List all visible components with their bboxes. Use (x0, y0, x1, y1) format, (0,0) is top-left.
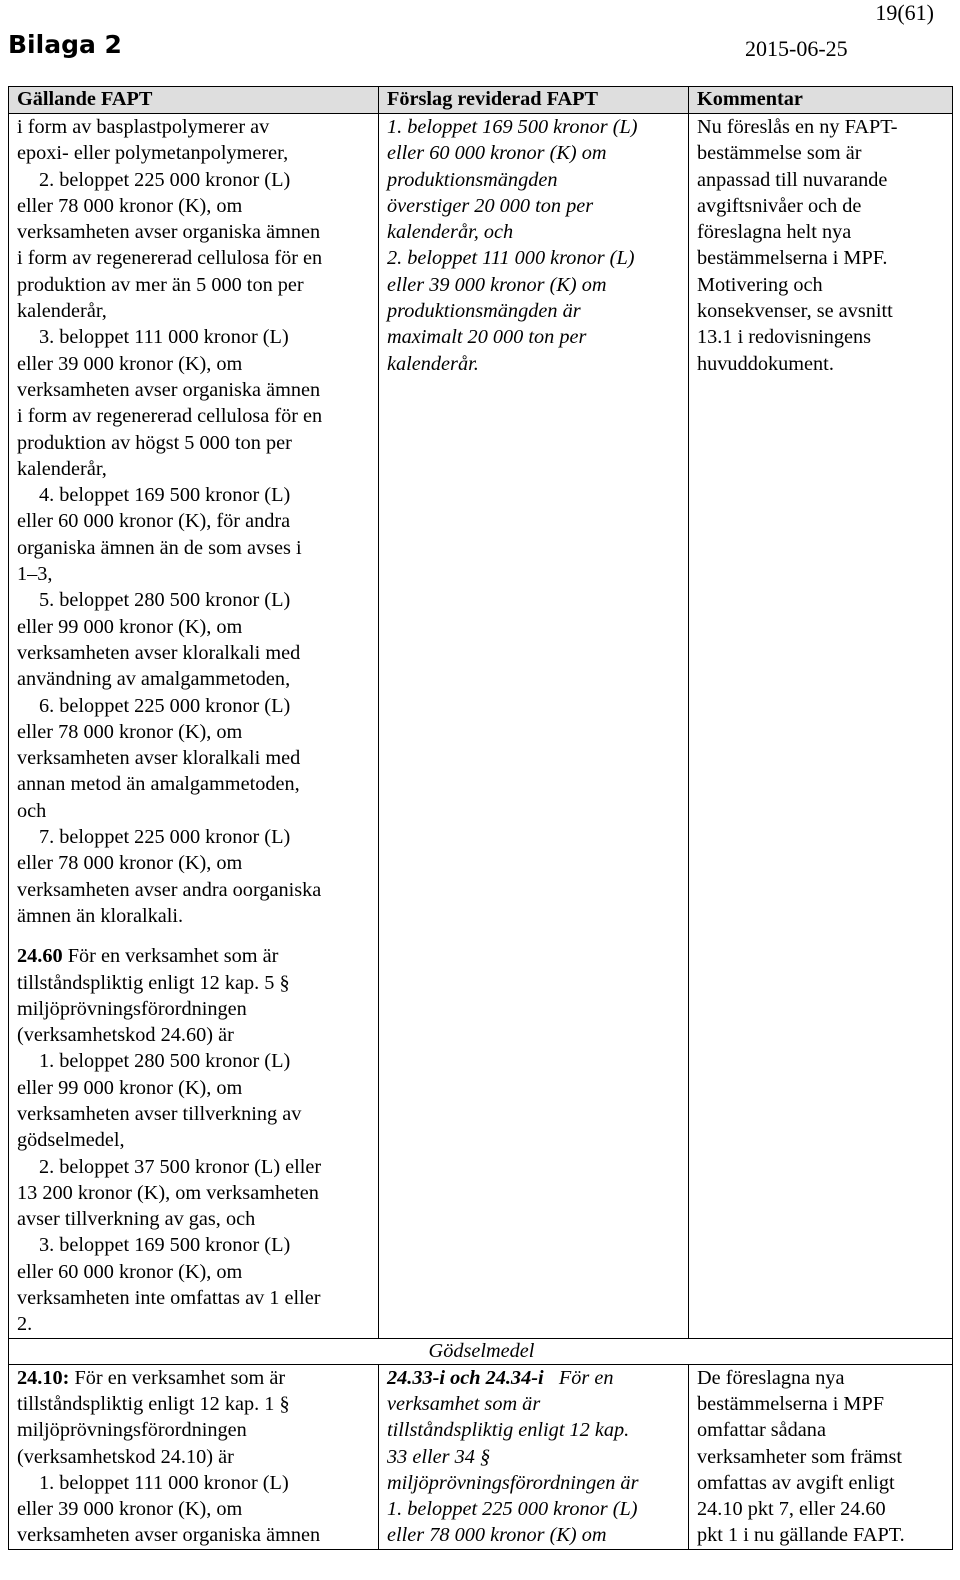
text-line: verksamheter som främst (697, 1445, 903, 1468)
text-line: annan metod än amalgammetoden, (17, 773, 300, 796)
proposal-text-cell (379, 114, 689, 1339)
text-line: eller 39 000 kronor (K) om (387, 273, 607, 296)
text-line: bestämmelse som är (697, 142, 862, 165)
text-line: produktionsmängden är (387, 300, 581, 323)
text-line: verksamheten inte omfattas av 1 eller (17, 1287, 321, 1310)
text-line: kalenderår. (387, 352, 479, 375)
text-line: verksamheten avser kloralkali med (17, 641, 301, 664)
text-line: eller 60 000 kronor (K), om (17, 1260, 243, 1283)
text-line: eller 39 000 kronor (K), om (17, 1498, 243, 1521)
text-line: tillståndspliktig enligt 12 kap. 1 § (17, 1392, 290, 1415)
text-line: 1. beloppet 225 000 kronor (L) (387, 1498, 638, 1521)
text-line: miljöprövningsförordningen är (387, 1471, 639, 1494)
text-line: miljöprövningsförordningen (17, 997, 247, 1020)
text-line: maximalt 20 000 ton per (387, 326, 587, 349)
text-line: 13.1 i redovisningens (697, 326, 872, 349)
text-line: 5. beloppet 280 500 kronor (L) (39, 589, 291, 612)
text-line: produktion av mer än 5 000 ton per (17, 273, 304, 296)
table-row (9, 114, 953, 1339)
text-line: 1. beloppet 111 000 kronor (L) (39, 1471, 289, 1494)
text-line: avser tillverkning av gas, och (17, 1208, 256, 1231)
text-line: tillståndspliktig enligt 12 kap. 5 § (17, 971, 290, 994)
text-line: organiska ämnen än de som avses i (17, 536, 302, 559)
text-line: 13 200 kronor (K), om verksamheten (17, 1181, 319, 1204)
text-line: i form av regenererad cellulosa för en (17, 405, 323, 428)
text-line: i form av basplastpolymerer av (17, 116, 270, 138)
text-line (387, 1365, 682, 1391)
text-span: För en (543, 1366, 614, 1389)
text-line: 2. (17, 1313, 33, 1336)
text-line: eller 39 000 kronor (K), om (17, 352, 243, 375)
text-line: användning av amalgammetoden, (17, 668, 291, 691)
section-subheading: Gödselmedel (9, 1338, 953, 1364)
text-line: eller 60 000 kronor (K) om (387, 142, 607, 165)
text-span: För en verksamhet som är (69, 1366, 286, 1389)
text-line: huvuddokument. (697, 352, 834, 375)
column-header-comment: Kommentar (689, 87, 953, 114)
text-line: i form av regenererad cellulosa för en (17, 247, 323, 270)
text-line: 2. beloppet 225 000 kronor (L) (39, 168, 291, 191)
comparison-table (8, 86, 953, 1550)
text-line: eller 78 000 kronor (K) om (387, 1524, 607, 1547)
section-code: 24.33-i och 24.34-i (387, 1366, 544, 1389)
text-line: verksamheten avser organiska ämnen (17, 221, 321, 244)
text-line: miljöprövningsförordningen (17, 1419, 247, 1442)
table-row (9, 1364, 953, 1549)
text-line: 33 eller 34 § (387, 1445, 491, 1468)
text-line: avgiftsnivåer och de (697, 194, 862, 217)
text-line: eller 99 000 kronor (K), om (17, 1076, 243, 1099)
text-line: verksamheten avser organiska ämnen (17, 1524, 321, 1547)
document-date: 2015-06-25 (745, 36, 848, 61)
proposal-text-cell (379, 1364, 689, 1549)
text-line: eller 99 000 kronor (K), om (17, 615, 243, 638)
text-line: bestämmelserna i MPF (697, 1392, 885, 1415)
text-line (17, 943, 372, 969)
text-line: De föreslagna nya (697, 1366, 845, 1389)
text-line: bestämmelserna i MPF. (697, 247, 888, 270)
text-line: anpassad till nuvarande (697, 168, 888, 191)
text-line: 2. beloppet 111 000 kronor (L) (387, 247, 635, 270)
comment-text-cell (689, 1364, 953, 1549)
section-code: 24.10: (17, 1366, 70, 1389)
page-number: 19(61) (875, 0, 934, 25)
text-line: 1–3, (17, 563, 53, 586)
text-span: För en verksamhet som är (62, 945, 279, 968)
text-line: 4. beloppet 169 500 kronor (L) (39, 484, 291, 507)
text-line: överstiger 20 000 ton per (387, 194, 594, 217)
text-line: och (17, 799, 47, 822)
text-line: 24.10 pkt 7, eller 24.60 (697, 1498, 886, 1521)
current-text-cell (9, 114, 379, 1339)
text-line: pkt 1 i nu gällande FAPT. (697, 1524, 905, 1547)
text-line: 3. beloppet 111 000 kronor (L) (39, 326, 289, 349)
text-line: 1. beloppet 169 500 kronor (L) (387, 116, 638, 138)
text-line: verksamheten avser organiska ämnen (17, 378, 321, 401)
text-line: eller 78 000 kronor (K), om (17, 720, 243, 743)
text-line: gödselmedel, (17, 1129, 125, 1152)
text-line: omfattar sådana (697, 1419, 826, 1442)
text-line: ämnen än kloralkali. (17, 904, 184, 927)
text-line: Nu föreslås en ny FAPT- (697, 116, 898, 138)
text-line: verksamhet som är (387, 1392, 541, 1415)
text-line: (verksamhetskod 24.60) är (17, 1024, 234, 1047)
text-line: föreslagna helt nya (697, 221, 852, 244)
column-header-current: Gällande FAPT (9, 87, 379, 114)
text-line: produktionsmängden (387, 168, 558, 191)
text-line: eller 78 000 kronor (K), om (17, 852, 243, 875)
text-line: 3. beloppet 169 500 kronor (L) (39, 1234, 291, 1257)
current-text-cell (9, 1364, 379, 1549)
text-line: produktion av högst 5 000 ton per (17, 431, 292, 454)
text-line: verksamheten avser andra oorganiska (17, 878, 322, 901)
table-row (9, 1338, 953, 1364)
text-line: eller 78 000 kronor (K), om (17, 194, 243, 217)
table-header-row (9, 87, 953, 114)
text-line (17, 1365, 372, 1391)
text-line: epoxi- eller polymetanpolymerer, (17, 142, 289, 165)
text-line: tillståndspliktig enligt 12 kap. (387, 1419, 630, 1442)
comment-text-cell (689, 114, 953, 1339)
text-line: kalenderår, (17, 300, 107, 323)
section-code: 24.60 (17, 945, 63, 968)
text-line: 1. beloppet 280 500 kronor (L) (39, 1050, 291, 1073)
text-line: 6. beloppet 225 000 kronor (L) (39, 694, 291, 717)
appendix-title: Bilaga 2 (8, 30, 122, 59)
text-line: verksamheten avser tillverkning av (17, 1102, 302, 1125)
text-line: 2. beloppet 37 500 kronor (L) eller (39, 1155, 322, 1178)
text-line: omfattas av avgift enligt (697, 1471, 895, 1494)
text-line: 7. beloppet 225 000 kronor (L) (39, 826, 291, 849)
column-header-proposal: Förslag reviderad FAPT (379, 87, 689, 114)
text-line: eller 60 000 kronor (K), för andra (17, 510, 291, 533)
text-line: verksamheten avser kloralkali med (17, 747, 301, 770)
text-line: kalenderår, och (387, 221, 514, 244)
text-line: (verksamhetskod 24.10) är (17, 1445, 234, 1468)
text-line: konsekvenser, se avsnitt (697, 300, 893, 323)
text-line: Motivering och (697, 273, 823, 296)
text-line: kalenderår, (17, 457, 107, 480)
